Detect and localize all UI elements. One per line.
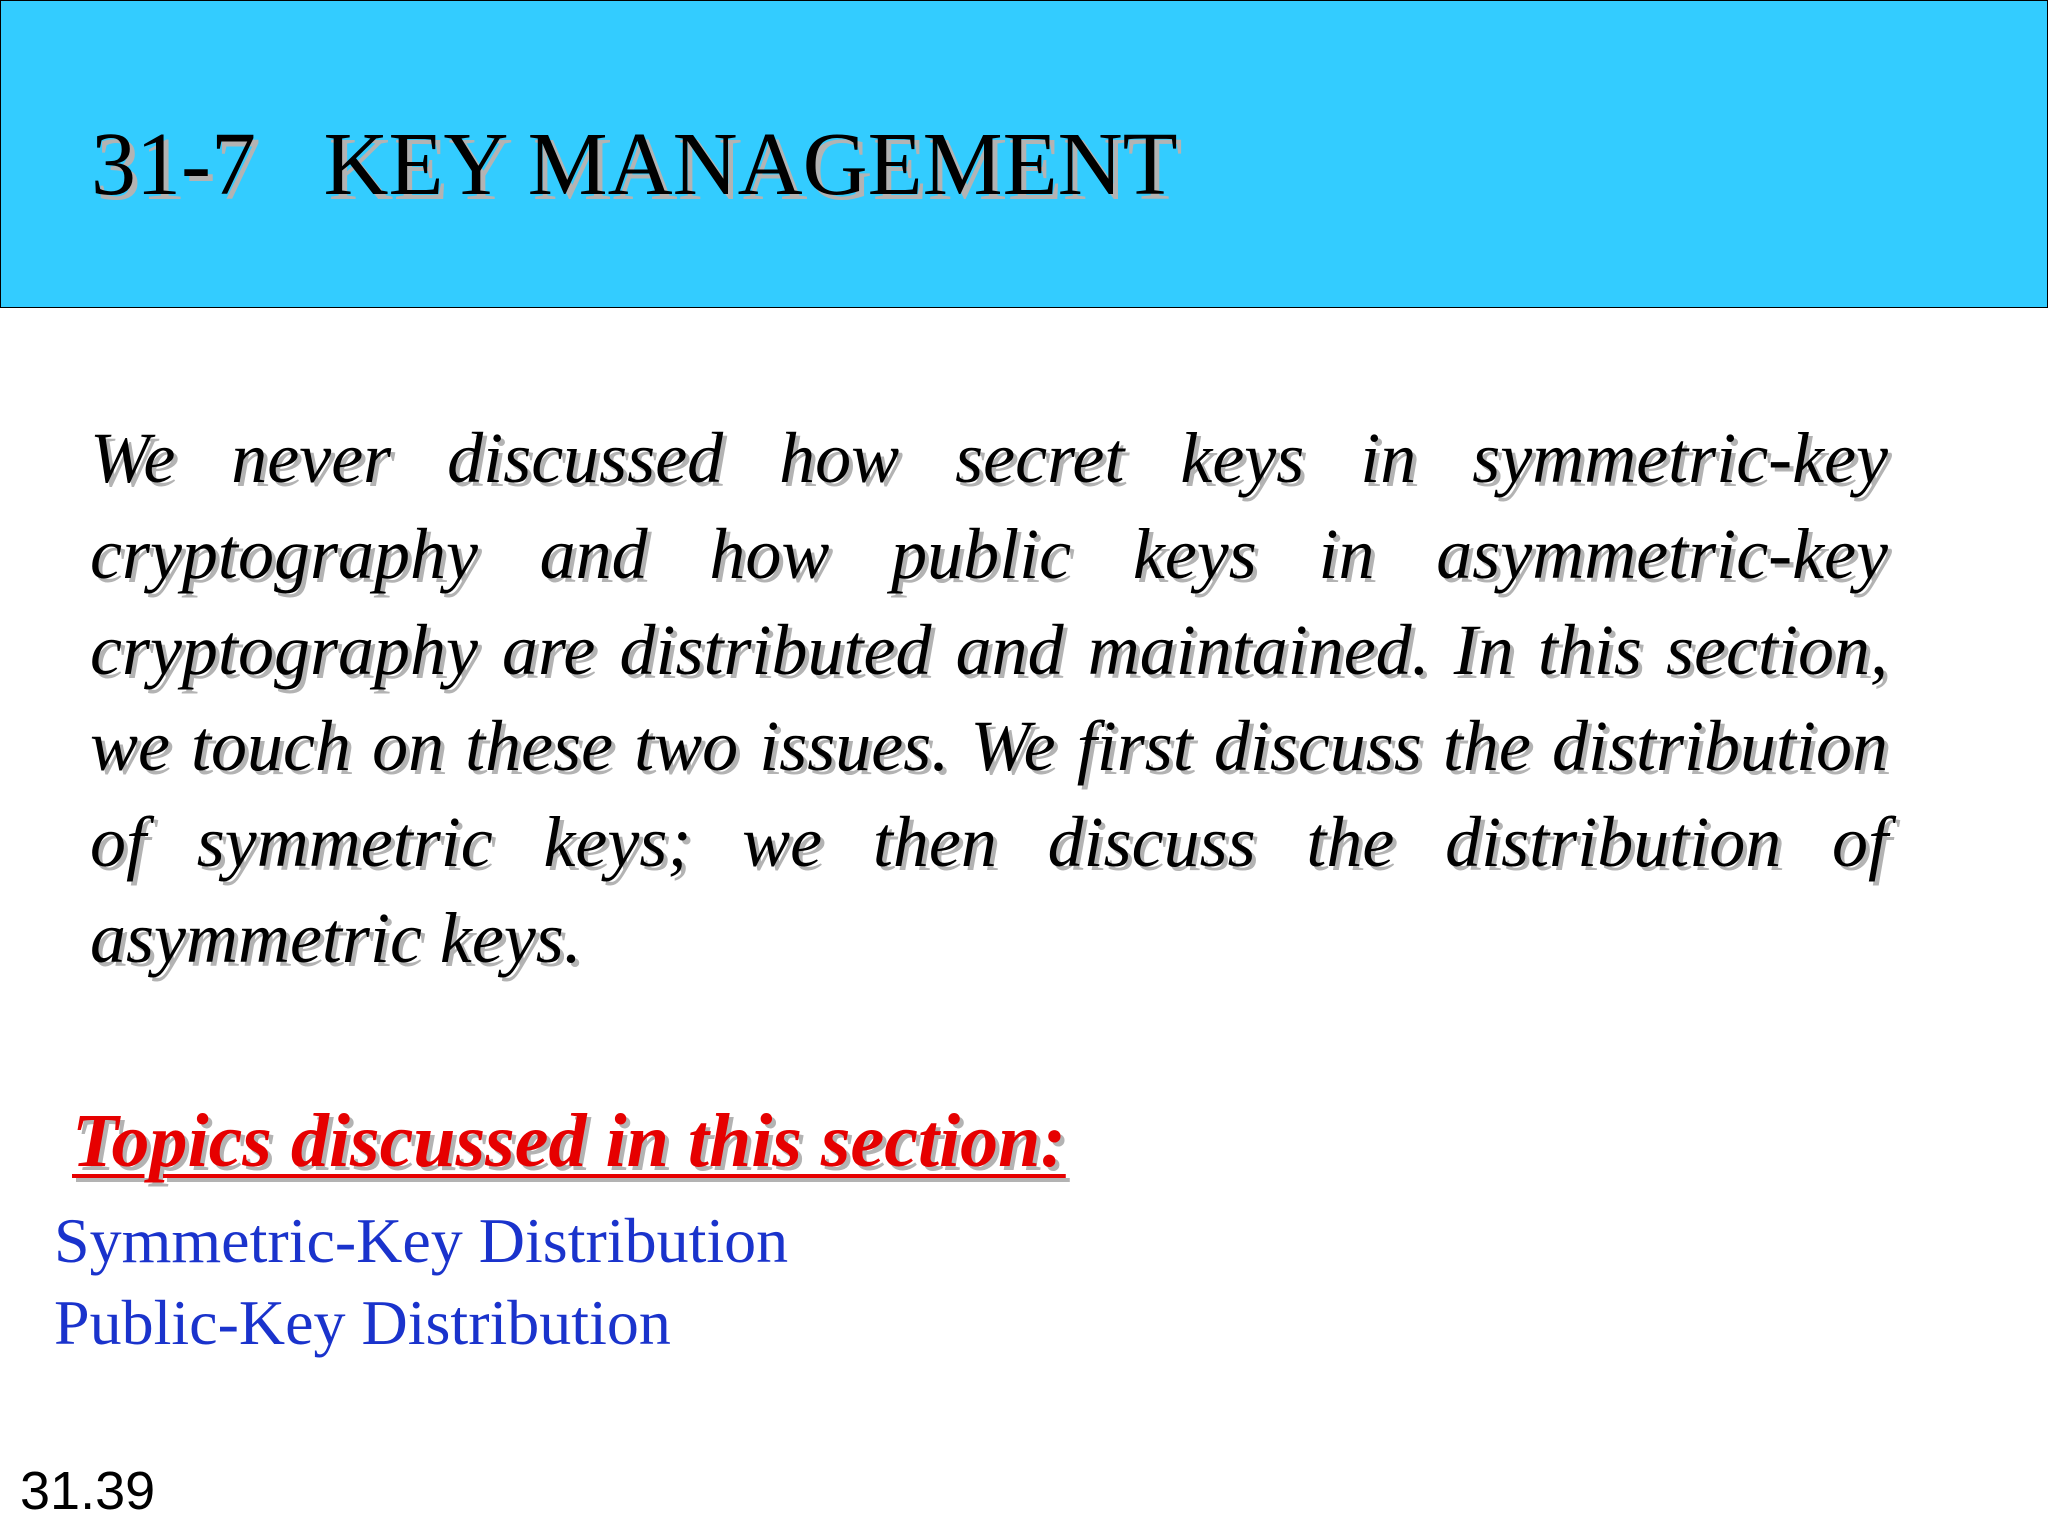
topic-item-symmetric-key-distribution: Symmetric-Key Distribution xyxy=(54,1205,789,1276)
topics-heading: Topics discussed in this section: xyxy=(72,1099,1066,1183)
slide-title: 31-7 KEY MANAGEMENT xyxy=(91,115,1178,214)
intro-paragraph: We never discussed how secret keys in symmetric-key cryptography and how public keys in asymmetric-key cryptography are distributed and maintained. In this section, we touch on these two issues. We first discuss the distribution of symmetric keys; we then discuss the distribution of asymmetric keys. xyxy=(90,418,1888,978)
title-banner xyxy=(0,0,2048,308)
topic-item-public-key-distribution: Public-Key Distribution xyxy=(54,1287,671,1358)
page-number: 31.39 xyxy=(20,1461,156,1521)
topic-list xyxy=(54,1200,788,1364)
